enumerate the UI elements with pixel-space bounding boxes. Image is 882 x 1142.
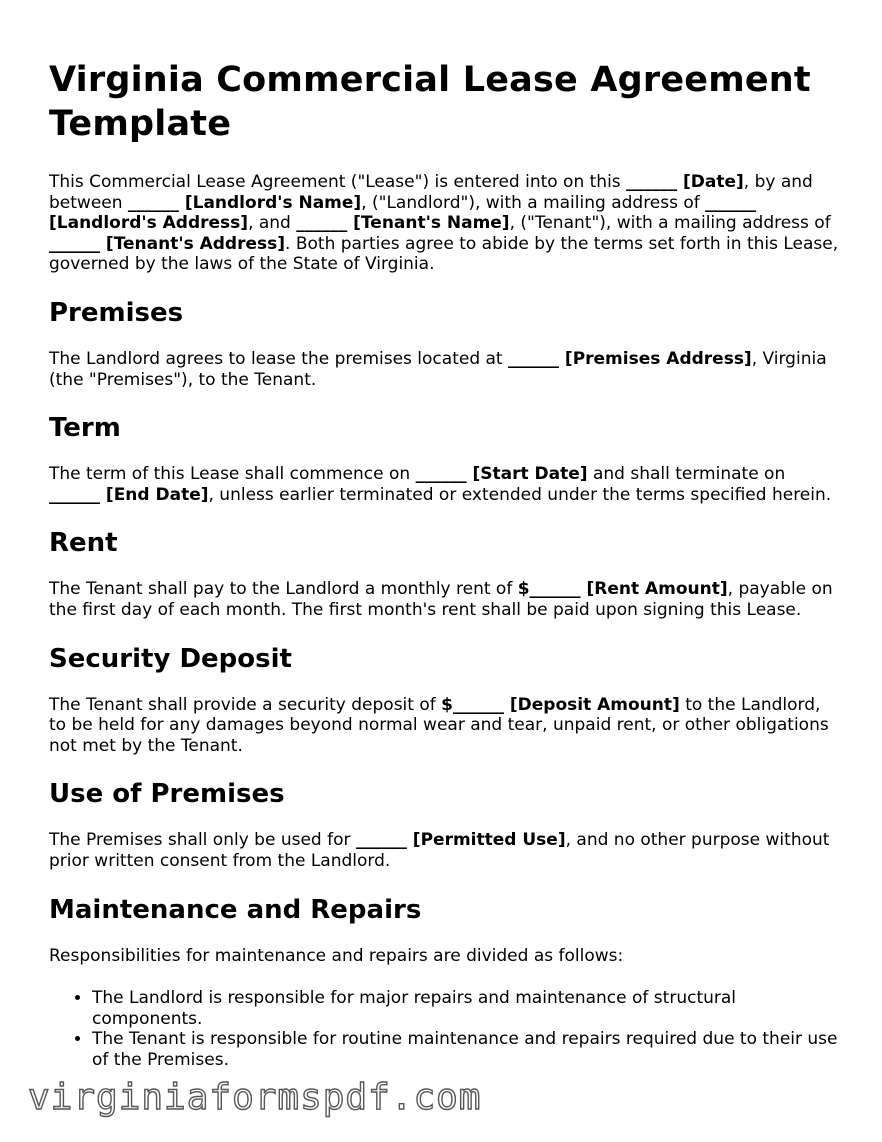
rent-amount-field: $______ [Rent Amount] <box>517 579 728 600</box>
tenant-name-field: ______ [Tenant's Name] <box>296 213 510 234</box>
intro-text: This Commercial Lease Agreement ("Lease") is entered into on this <box>49 172 627 192</box>
maintenance-list <box>49 988 839 1070</box>
tenant-address-field: ______ [Tenant's Address] <box>49 233 286 254</box>
deposit-text: The Tenant shall provide a security deposit of <box>49 694 442 715</box>
deposit-text: to the Landlord, to be held for any damages beyond normal wear and tear, unpaid rent, or other obligations not met by the Tenant. <box>49 694 829 756</box>
landlord-address-field: ______ [Landlord's Address] <box>49 192 757 234</box>
use-text: , and no other purpose without prior written consent from the Landlord. <box>49 830 830 871</box>
premises-text: , Virginia (the "Premises"), to the Tenant. <box>49 348 827 390</box>
security-deposit-paragraph <box>49 695 839 757</box>
premises-heading: Premises <box>49 297 184 328</box>
list-item: • The Tenant is responsible for routine maintenance and repairs required due to their use of the Premises. <box>92 1029 839 1070</box>
premises-address-field: ______ [Premises Address] <box>508 348 752 369</box>
use-text: The Premises shall only be used for <box>49 830 356 851</box>
date-field: ______ [Date] <box>626 172 744 192</box>
term-text: and shall terminate on <box>587 464 786 485</box>
watermark: virginiaformspdf.com <box>28 1077 482 1118</box>
use-of-premises-paragraph <box>49 830 839 871</box>
landlord-name-field: ______ [Landlord's Name] <box>127 192 362 213</box>
intro-text: . Both parties agree to abide by the terms set forth in this Lease, governed by the laws of the State of Virginia. <box>49 233 839 275</box>
intro-text: , ("Tenant"), with a mailing address of <box>509 213 831 234</box>
intro-text: , by and between <box>49 172 813 213</box>
maintenance-heading: Maintenance and Repairs <box>49 894 422 925</box>
security-deposit-heading: Security Deposit <box>49 643 292 674</box>
rent-paragraph <box>49 579 839 620</box>
intro-paragraph <box>49 172 839 275</box>
term-heading: Term <box>49 413 121 444</box>
rent-text: , payable on the first day of each month. The first month's rent shall be paid upon signing this Lease. <box>49 579 833 620</box>
rent-heading: Rent <box>49 528 118 559</box>
premises-paragraph <box>49 349 839 390</box>
rent-text: The Tenant shall pay to the Landlord a monthly rent of <box>49 579 518 600</box>
deposit-amount-field: $______ [Deposit Amount] <box>441 694 680 715</box>
document-title: Virginia Commercial Lease Agreement Template <box>49 60 811 144</box>
document-page <box>49 58 839 1070</box>
term-text: , unless earlier terminated or extended under the terms specified herein. <box>208 484 832 505</box>
term-text: The term of this Lease shall commence on <box>49 464 416 485</box>
intro-text: , ("Landlord"), with a mailing address of <box>361 192 706 213</box>
intro-text: , and <box>248 213 297 234</box>
maintenance-intro: Responsibilities for maintenance and repairs are divided as follows: <box>49 945 624 966</box>
term-paragraph <box>49 464 839 505</box>
permitted-use-field: ______ [Permitted Use] <box>355 830 566 851</box>
list-item: • The Landlord is responsible for major repairs and maintenance of structural components. <box>92 988 839 1029</box>
start-date-field: ______ [Start Date] <box>415 464 588 485</box>
premises-text: The Landlord agrees to lease the premises located at <box>49 348 508 369</box>
use-of-premises-heading: Use of Premises <box>49 779 285 810</box>
end-date-field: ______ [End Date] <box>49 484 209 505</box>
